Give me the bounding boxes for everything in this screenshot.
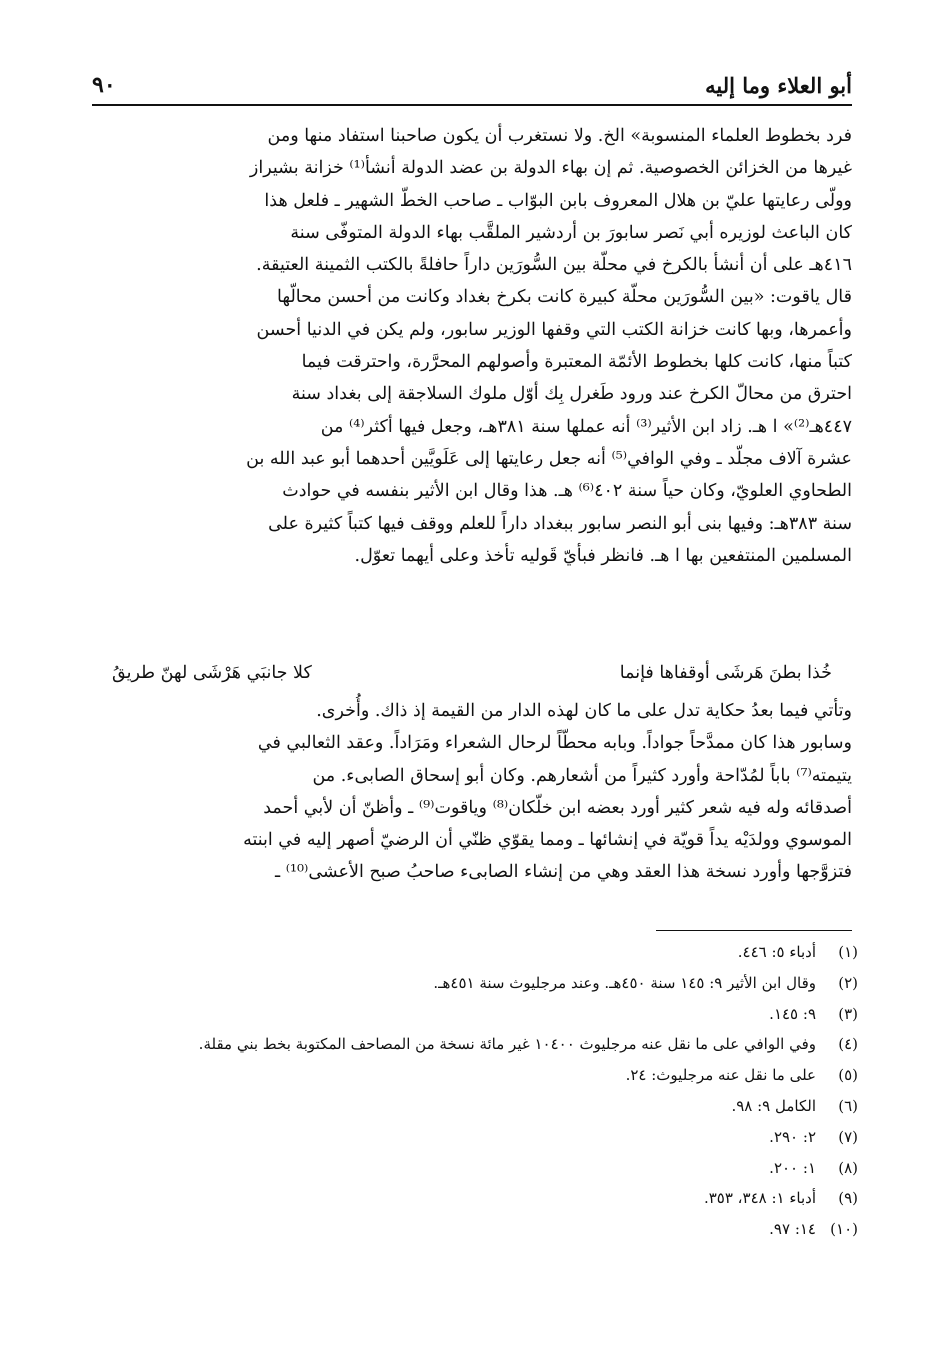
footnote-number: (٢) bbox=[838, 973, 858, 992]
footnote-number: (٧) bbox=[838, 1127, 858, 1146]
footnote-number: (٦) bbox=[838, 1096, 858, 1115]
footnote-number: (٩) bbox=[838, 1189, 858, 1208]
continuation-text bbox=[96, 695, 852, 889]
footnote-item bbox=[96, 1183, 858, 1214]
footnote-separator bbox=[656, 930, 852, 931]
text-line: ٤١٦هـ على أن أنشأ بالكرخ في محلّة بين السُّورَين داراً حافلةً بالكتب الثمينة العتيقة. bbox=[256, 255, 852, 276]
poetry-verse bbox=[112, 655, 832, 691]
verse-first-hemistich: خُذا بطنَ هَرشَى أوقفاها فإنما bbox=[619, 663, 832, 683]
text-line: يتيمته⁽⁷⁾ باباً لمُدّاحة وأورد كثيراً من أشعارهم. وكان أبو إسحاق الصابىء. من bbox=[312, 765, 852, 786]
running-title: أبو العلاء وما إليه bbox=[705, 73, 852, 98]
footnote-text: وفي الوافي على ما نقل عنه مرجليوث ١٠٤٠٠ غير مائة نسخة من المصاحف المكتوبة بخط بني مقلة. bbox=[198, 1035, 816, 1054]
footnote-item bbox=[96, 968, 858, 999]
footnote-item bbox=[96, 999, 858, 1030]
text-line: الطحاوي العلويّ، وكان حياً سنة ٤٠٢⁽⁶⁾ هـ. هذا وقال ابن الأثير بنفسه في حوادث bbox=[282, 481, 852, 502]
page-header bbox=[92, 58, 852, 98]
text-line: قال ياقوت: «بين السُّورَين محلّة كبيرة كانت بكرخ بغداد وكانت من أحسن محالّها bbox=[277, 287, 852, 308]
text-line: احترق من محالّ الكرخ عند ورود طَغرل بِك أوّل ملوك السلاجقة إلى بغداد سنة bbox=[291, 384, 852, 405]
page-number: ٩٠ bbox=[92, 72, 116, 98]
footnote-number: (٨) bbox=[838, 1158, 858, 1177]
footnote-text: أدباء ٥: ٤٤٦. bbox=[737, 943, 816, 961]
footnote-text: على ما نقل عنه مرجليوث: ٢٤. bbox=[625, 1066, 816, 1085]
footnote-item bbox=[96, 1122, 858, 1153]
main-text bbox=[96, 120, 852, 572]
text-line: المسلمين المنتفعين بها ا هـ. فانظر فبأيّ قَوليه تأخذ وعلى أيهما تعوّل. bbox=[354, 545, 852, 566]
text-line: أصدقائه وله فيه شعر كثير أورد بعضه ابن خلّكان⁽⁸⁾ وياقوت⁽⁹⁾ ـ وأظنّ أن لأبي أحمد bbox=[263, 797, 852, 818]
text-line: فتزوَّجها وأورد نسخة هذا العقد وهي من إنشاء الصابىء صاحبُ صبح الأعشى⁽¹⁰⁾ ـ bbox=[275, 862, 852, 883]
footnote-text: ٩: ١٤٥. bbox=[769, 1004, 816, 1023]
footnote-item bbox=[96, 1153, 858, 1184]
text-line: وسابور هذا كان ممدَّحاً جواداً. وبابه محطّاً لرحال الشعراء ومَرَاداً. وعقد الثعالبي في bbox=[257, 733, 852, 754]
footnote-number: (١) bbox=[838, 943, 858, 961]
text-line: غيرها من الخزائن الخصوصية. ثم إن بهاء الدولة بن عضد الدولة أنشأ⁽¹⁾ خزانة بشيراز bbox=[249, 158, 852, 179]
text-line: عشرة آلاف مجلّد ـ وفي الوافي⁽⁵⁾ أنه جعل رعايتها إلى عَلَويَّين أحدهما أبو عبد الله بن bbox=[246, 448, 852, 469]
footnote-item bbox=[96, 1214, 858, 1245]
text-line: وولّى رعايتها عليّ بن هلال المعروف بابن البوّاب ـ صاحب الخطّ الشهير ـ فلعل هذا bbox=[264, 190, 852, 211]
footnote-item bbox=[96, 937, 858, 968]
text-line: ٤٤٧هـ⁽²⁾» ا هـ. زاد ابن الأثير⁽³⁾ أنه عملها سنة ٣٨١هـ، وجعل فيها أكثر⁽⁴⁾ من bbox=[320, 416, 852, 437]
footnote-item bbox=[96, 1060, 858, 1091]
header-rule bbox=[92, 104, 852, 106]
footnote-text: ١: ٢٠٠. bbox=[769, 1158, 816, 1177]
text-line: سنة ٣٨٣هـ: وفيها بنى أبو النصر سابور ببغداد داراً للعلم ووقف فيها كتباً كثيرة على bbox=[268, 513, 852, 534]
text-line: وأعمرها، وبها كانت خزانة الكتب التي وقفها الوزير سابور، ولم يكن في الدنيا أحسن bbox=[256, 319, 852, 340]
footnote-number: (٥) bbox=[838, 1066, 858, 1085]
footnote-number: (٣) bbox=[838, 1004, 858, 1023]
verse-second-hemistich: كلا جانبَي هَرْشَى لهنّ طريقُ bbox=[112, 663, 312, 683]
text-line: فرد بخطوط العلماء المنسوبة» الخ. ولا نستغرب أن يكون صاحبنا استفاد منها ومن bbox=[267, 126, 852, 146]
footnote-number: (٤) bbox=[838, 1035, 858, 1054]
text-line: كان الباعث لوزيره أبي نَصر سابورَ بن أردشير الملقَّب بهاء الدولة المتوفّى سنة bbox=[290, 222, 852, 243]
footnote-text: وقال ابن الأثير ٩: ١٤٥ سنة ٤٥٠هـ. وعند مرجليوث سنة ٤٥١هـ. bbox=[433, 973, 816, 992]
footnote-text: الكامل ٩: ٩٨. bbox=[731, 1096, 816, 1115]
footnote-text: ١٤: ٩٧. bbox=[769, 1220, 816, 1239]
text-line: كتباً منها، كانت كلها بخطوط الأئمّة المعتبرة وأصولهم المحرَّرة، واحترقت فيما bbox=[301, 352, 852, 373]
text-line: الموسوي وولدَيْه يداً قويّة في إنشائها ـ ومما يقوّي ظنّي أن الرضيّ أصهر إليه في ابنته bbox=[243, 830, 852, 851]
footnote-item bbox=[96, 1029, 858, 1060]
text-line: وتأتي فيما بعدُ حكاية تدل على ما كان لهذه الدار من القيمة إذ ذاك. وأُخرى. bbox=[316, 701, 852, 721]
footnotes bbox=[96, 937, 858, 1245]
footnote-number: (١٠) bbox=[830, 1220, 858, 1239]
footnote-text: ٢: ٢٩٠. bbox=[769, 1127, 816, 1146]
footnote-text: أدباء ١: ٣٤٨، ٣٥٣. bbox=[703, 1189, 816, 1208]
footnote-item bbox=[96, 1091, 858, 1122]
